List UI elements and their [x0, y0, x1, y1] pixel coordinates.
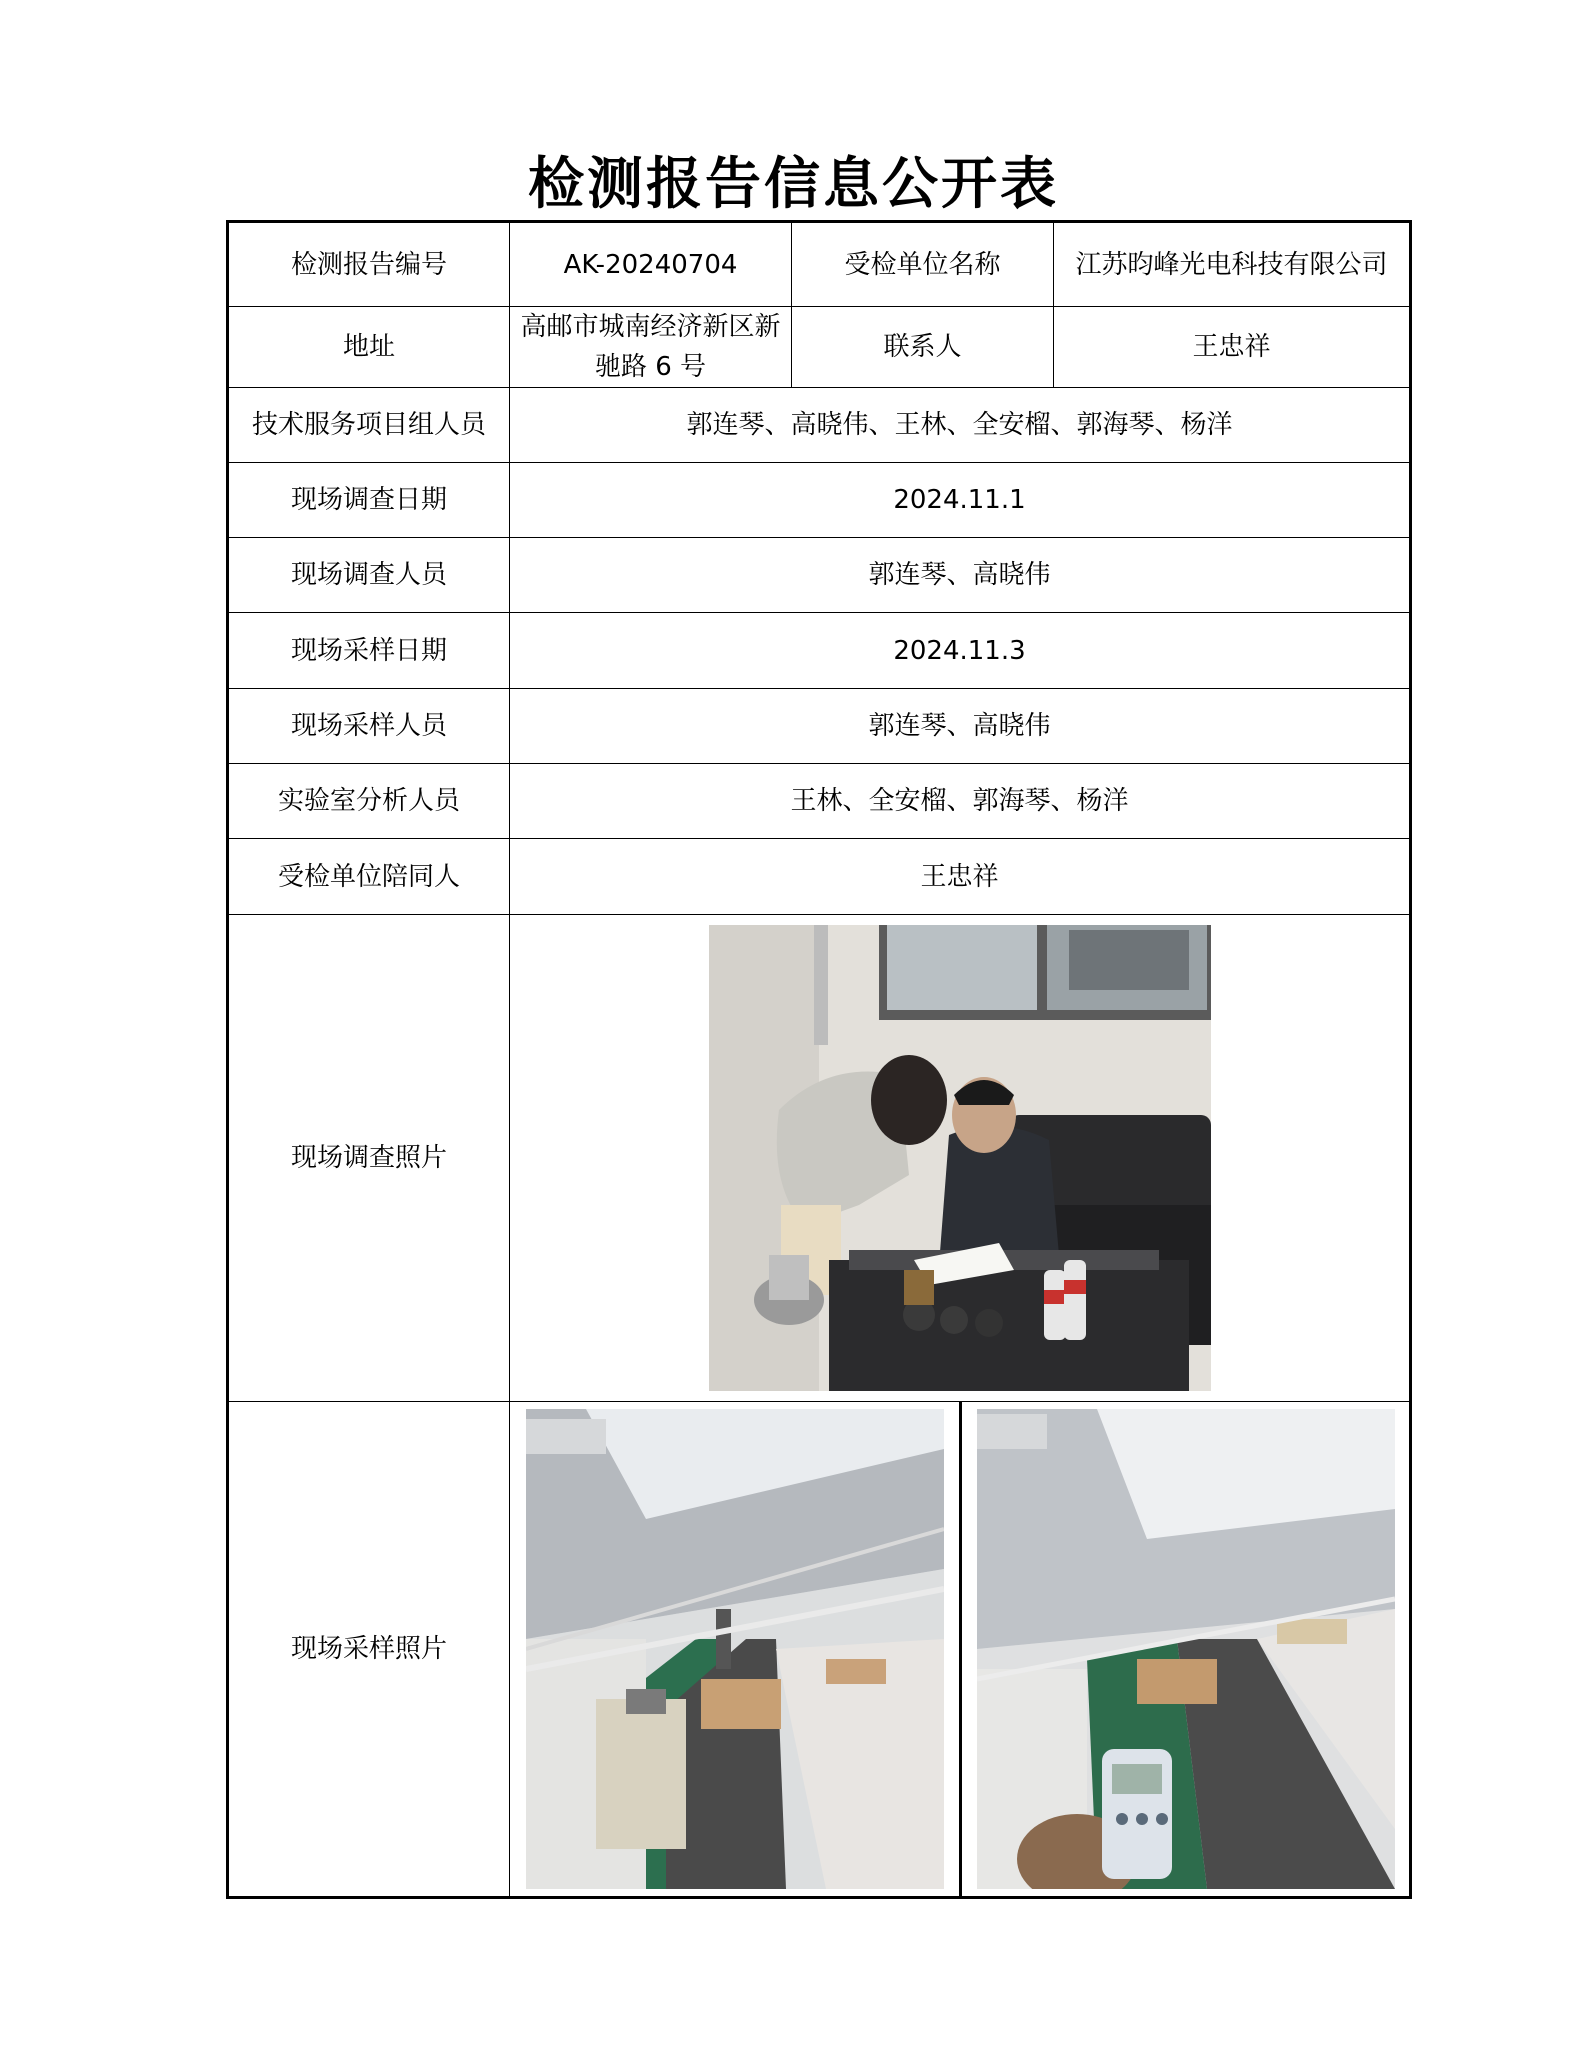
- sample-staff-value: 郭连琴、高晓伟: [510, 689, 1411, 764]
- sample-staff-label: 现场采样人员: [228, 689, 510, 764]
- sample-photo-label: 现场采样照片: [228, 1402, 510, 1898]
- escort-label: 受检单位陪同人: [228, 839, 510, 915]
- escort-value: 王忠祥: [510, 839, 1411, 915]
- sample-photo-2-wrap: [962, 1402, 1409, 1896]
- unit-label: 受检单位名称: [792, 222, 1054, 307]
- sample-photo-pair: [510, 1402, 1409, 1896]
- address-label: 地址: [228, 307, 510, 388]
- survey-staff-value: 郭连琴、高晓伟: [510, 538, 1411, 613]
- team-label: 技术服务项目组人员: [228, 388, 510, 463]
- team-value: 郭连琴、高晓伟、王林、全安榴、郭海琴、杨洋: [510, 388, 1411, 463]
- report-no-label: 检测报告编号: [228, 222, 510, 307]
- table-row: [228, 915, 1411, 1402]
- table-row: [228, 1402, 1411, 1898]
- sample-photo-2: [977, 1409, 1395, 1889]
- report-table: [226, 220, 1412, 1899]
- table-row: [228, 222, 1411, 307]
- sample-date-label: 现场采样日期: [228, 613, 510, 689]
- unit-value: 江苏昀峰光电科技有限公司: [1054, 222, 1411, 307]
- table-row: [228, 388, 1411, 463]
- survey-photo-cell: [510, 915, 1411, 1402]
- address-value: 高邮市城南经济新区新驰路 6 号: [510, 307, 792, 388]
- report-no-value: AK-20240704: [510, 222, 792, 307]
- page-title: 检测报告信息公开表: [528, 151, 1059, 217]
- survey-staff-label: 现场调查人员: [228, 538, 510, 613]
- sample-photo-1-wrap: [510, 1402, 962, 1896]
- survey-date-value: 2024.11.1: [510, 463, 1411, 538]
- table-row: [228, 307, 1411, 388]
- survey-photo: [709, 925, 1211, 1391]
- lab-staff-label: 实验室分析人员: [228, 764, 510, 839]
- sample-photo-1: [526, 1409, 944, 1889]
- table-row: [228, 463, 1411, 538]
- sample-date-value: 2024.11.3: [510, 613, 1411, 689]
- table-row: [228, 689, 1411, 764]
- table-row: [228, 613, 1411, 689]
- survey-photo-label: 现场调查照片: [228, 915, 510, 1402]
- survey-date-label: 现场调查日期: [228, 463, 510, 538]
- sample-photo-cell: [510, 1402, 1411, 1898]
- table-row: [228, 538, 1411, 613]
- contact-value: 王忠祥: [1054, 307, 1411, 388]
- contact-label: 联系人: [792, 307, 1054, 388]
- table-row: [228, 764, 1411, 839]
- lab-staff-value: 王林、全安榴、郭海琴、杨洋: [510, 764, 1411, 839]
- table-row: [228, 839, 1411, 915]
